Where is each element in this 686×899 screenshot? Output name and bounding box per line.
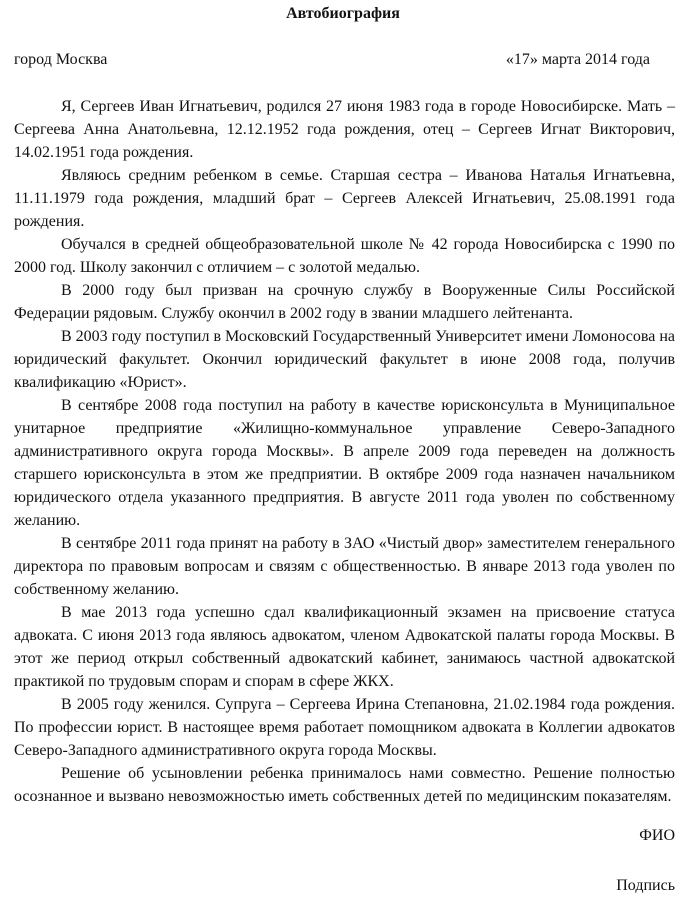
document-title: Автобиография: [286, 5, 400, 22]
paragraph-career-1: В сентябре 2008 года поступил на работу в качестве юрисконсульта в Муниципальное унитарное предприятие «Жилищно-коммунальное управление Северо-Западного административного округа города Москвы». В апреле 2009 года переведен на должность старшего юрисконсульта в этом же предприятии. В октябре 2009 года назначен начальником юридического отдела указанного предприятия. В августе 2011 года уволен по собственному желанию.: [14, 397, 675, 529]
signature-name-label: ФИО: [639, 827, 675, 844]
paragraph-school: Обучался в средней общеобразовательной школе № 42 города Новосибирска с 1990 по 2000 год. Школу закончил с отличием – с золотой медалью.: [14, 236, 675, 276]
signature-label: Подпись: [616, 877, 675, 894]
paragraph-university: В 2003 году поступил в Московский Государственный Университет имени Ломоносова на юридический факультет. Окончил юридический факультет в июне 2008 года, получив квалификацию «Юрист».: [14, 328, 675, 391]
paragraph-advocate: В мае 2013 года успешно сдал квалификационный экзамен на присвоение статуса адвоката. С июня 2013 года являюсь адвокатом, членом Адвокатской палаты города Москвы. В этот же период открыл собственный адвокатский кабинет, занимаюсь частной адвокатской практикой по трудовым спорам и спорам в сфере ЖКХ.: [14, 604, 675, 690]
paragraph-career-2: В сентябре 2011 года принят на работу в ЗАО «Чистый двор» заместителем генерального директора по правовым вопросам и связям с общественностью. В январе 2013 года уволен по собственному желанию.: [14, 535, 675, 598]
city-label: город Москва: [14, 51, 108, 68]
paragraph-adoption: Решение об усыновлении ребенка принималось нами совместно. Решение полностью осознанное и вызвано невозможностью иметь собственных детей по медицинским показателям.: [14, 765, 675, 805]
paragraph-siblings: Являюсь средним ребенком в семье. Старшая сестра – Иванова Наталья Игнатьевна, 11.11.1979 года рождения, младший брат – Сергеев Алексей Игнатьевич, 25.08.1991 года рождения.: [14, 167, 675, 230]
paragraph-marriage: В 2005 году женился. Супруга – Сергеева Ирина Степановна, 21.02.1984 года рождения. По профессии юрист. В настоящее время работает помощником адвоката в Коллегии адвокатов Северо-Западного административного округа города Москвы.: [14, 696, 675, 759]
paragraph-birth: Я, Сергеев Иван Игнатьевич, родился 27 июня 1983 года в городе Новосибирске. Мать – Сергеева Анна Анатольевна, 12.12.1952 года рождения, отец – Сергеев Игнат Викторович, 14.02.1951 года рождения.: [14, 98, 675, 161]
document-date: «17» марта 2014 года: [505, 51, 650, 68]
paragraph-military: В 2000 году был призван на срочную службу в Вооруженные Силы Российской Федерации рядовым. Службу окончил в 2002 году в звании младшего лейтенанта.: [14, 282, 675, 322]
document-body: [14, 95, 675, 808]
